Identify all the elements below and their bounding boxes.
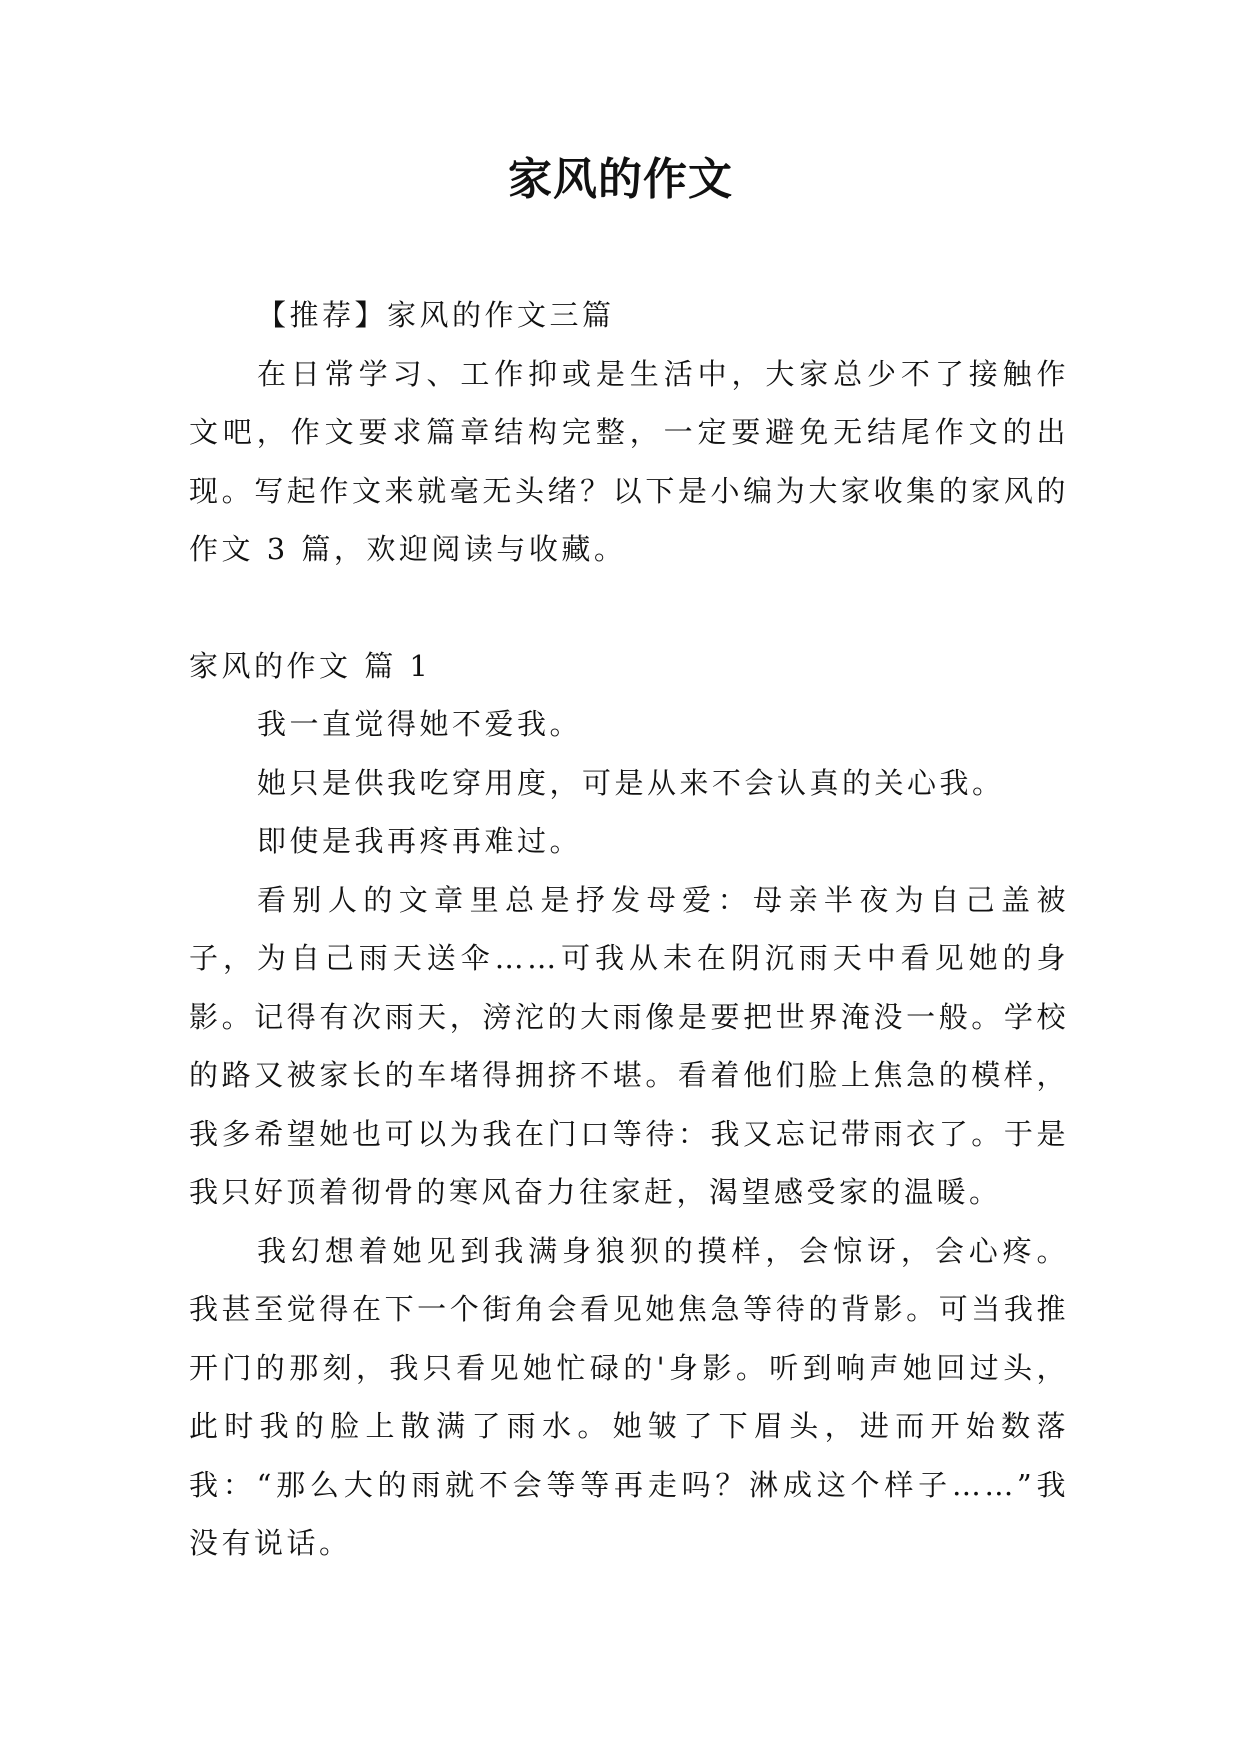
intro-paragraph: 在日常学习、工作抑或是生活中，大家总少不了接触作文吧，作文要求篇章结构完整，一定要避免无结尾作文的出现。写起作文来就毫无头绪？以下是小编为大家收集的家风的作文 3 篇，欢迎阅读与收藏。 [189,356,1069,566]
body-paragraph: 即使是我再疼再难过。 [257,824,583,858]
intro-heading: 【推荐】家风的作文三篇 [257,298,615,332]
section-spacer [189,579,1069,637]
body-paragraph: 我幻想着她见到我满身狼狈的摸样，会惊讶，会心疼。我甚至觉得在下一个街角会看见她焦急等待的背影。可当我推开门的那刻，我只看见她忙碌的'身影。听到响声她回过头，此时我的脸上散满了雨水。她皱了下眉头，进而开始数落我：“那么大的雨就不会等等再走吗？淋成这个样子……”我没有说话。 [189,1233,1069,1560]
body-paragraph: 看别人的文章里总是抒发母爱：母亲半夜为自己盖被子，为自己雨天送伞……可我从未在阴沉雨天中看见她的身影。记得有次雨天，滂沱的大雨像是要把世界淹没一般。学校的路又被家长的车堵得拥挤不堪。看着他们脸上焦急的模样，我多希望她也可以为我在门口等待：我又忘记带雨衣了。于是我只好顶着彻骨的寒风奋力往家赶，渴望感受家的温暖。 [189,882,1069,1209]
body-paragraph: 我一直觉得她不爱我。 [257,707,583,741]
document-body [189,286,1069,1573]
section-heading: 家风的作文 篇 1 [189,648,432,683]
body-paragraph: 她只是供我吃穿用度，可是从来不会认真的关心我。 [257,765,1005,800]
document-title: 家风的作文 [508,154,733,205]
